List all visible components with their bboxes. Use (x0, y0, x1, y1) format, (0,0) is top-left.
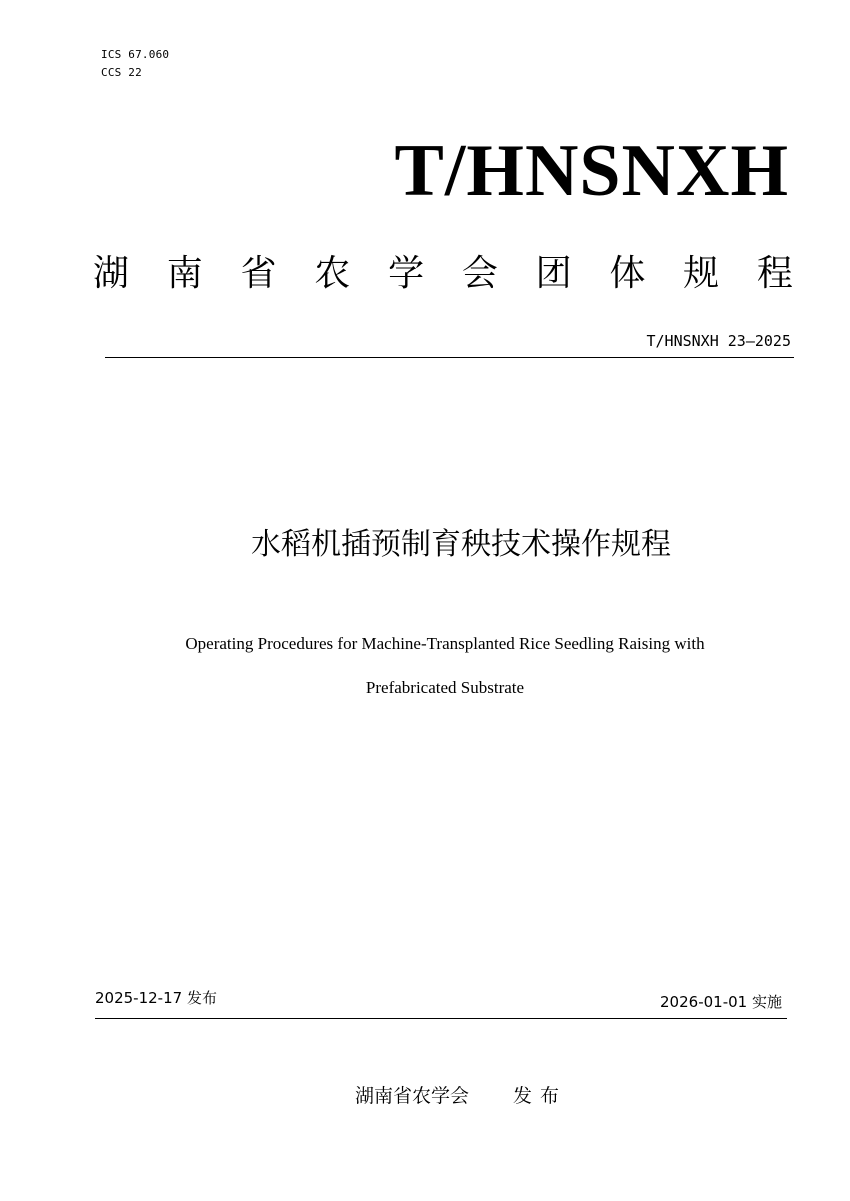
org-title-char: 南 (166, 253, 203, 294)
org-title-char: 会 (461, 253, 498, 294)
implementation-date-value: 2026-01-01 (660, 993, 748, 1011)
document-title-cn: 水稻机插预制育秧技术操作规程 (251, 527, 671, 562)
org-title-char: 湖 (93, 253, 130, 294)
document-title-en (0, 622, 850, 710)
standard-logo: T/HNSNXH (394, 130, 789, 212)
implementation-date-label: 实施 (751, 993, 782, 1011)
ccs-code: CCS 22 (101, 66, 142, 79)
implementation-date (660, 990, 782, 1014)
footer-divider (95, 1018, 787, 1019)
org-title-char: 省 (240, 253, 277, 294)
organization-title (93, 246, 793, 302)
publisher-action: 发布 (513, 1085, 568, 1107)
publisher-name: 湖南省农学会 (354, 1085, 469, 1107)
issue-date-value: 2025-12-17 (95, 989, 183, 1007)
ics-code: ICS 67.060 (101, 48, 170, 61)
org-title-char: 规 (683, 253, 720, 294)
org-title-char: 团 (535, 253, 572, 294)
org-title-char: 程 (756, 253, 793, 294)
classification-codes (101, 46, 169, 82)
issue-date (95, 986, 217, 1010)
header-divider (105, 357, 794, 358)
org-title-char: 农 (314, 253, 351, 294)
title-en-line-1: Operating Procedures for Machine-Transplanted Rice Seedling Raising with (185, 634, 705, 653)
org-title-char: 学 (388, 253, 425, 294)
publisher-line (0, 1082, 850, 1110)
issue-date-label: 发布 (186, 989, 217, 1007)
title-en-line-2: Prefabricated Substrate (365, 678, 525, 697)
standard-number: T/HNSNXH 23—2025 (646, 332, 791, 350)
org-title-char: 体 (609, 253, 646, 294)
